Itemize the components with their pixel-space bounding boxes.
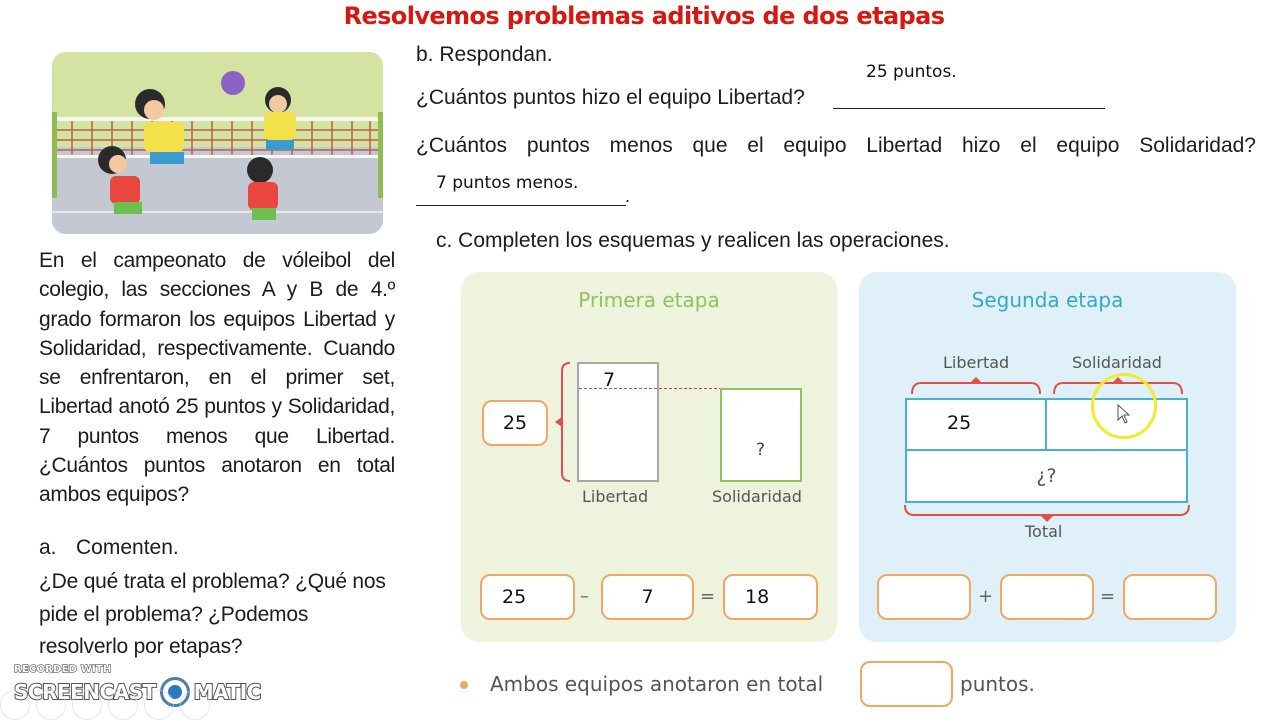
primera-eq-b[interactable]: 7 [601, 574, 694, 620]
mouse-cursor-icon [1117, 404, 1131, 424]
solidaridad-bar [720, 388, 802, 482]
segunda-label-solidaridad: Solidaridad [1072, 353, 1162, 372]
presentation-controls [0, 690, 210, 720]
segunda-total-mark: ¿? [1036, 465, 1057, 487]
volleyball-illustration [52, 52, 383, 234]
question-1: ¿Cuántos puntos hizo el equipo Libertad? [416, 86, 805, 109]
libertad-bar [577, 362, 659, 482]
section-a-heading [39, 536, 179, 560]
pen-icon[interactable] [72, 690, 102, 720]
next-slide-icon[interactable] [36, 690, 66, 720]
section-b-heading: b. Respondan. [416, 43, 553, 66]
segunda-cell-libertad[interactable] [905, 398, 1047, 451]
primera-bracket-icon [552, 361, 572, 483]
section-a-questions: ¿De qué trata el problema? ¿Qué nos pide el problema? ¿Podemos resolverlo por etapas? [39, 570, 386, 658]
answer-2-line [416, 190, 626, 206]
answer-1-line [833, 91, 1105, 109]
answer-2[interactable]: 7 puntos menos. [436, 173, 579, 193]
segunda-cell-libertad-value: 25 [947, 412, 972, 434]
primera-eq-result[interactable]: 18 [723, 574, 818, 620]
primera-label-solidaridad: Solidaridad [712, 487, 802, 506]
segunda-label-libertad: Libertad [943, 353, 1010, 372]
answer-1[interactable]: 25 puntos. [866, 62, 957, 82]
section-a-letter: a. [39, 536, 57, 559]
answer-2-period: . [625, 186, 631, 206]
primera-etapa-title: Primera etapa [578, 288, 720, 312]
segunda-eq-result[interactable] [1123, 574, 1217, 620]
primera-eq-a[interactable]: 25 [480, 574, 575, 620]
section-c-heading: c. Completen los esquemas y realicen las operaciones. [436, 229, 950, 252]
section-a-label: Comenten. [76, 536, 179, 559]
segunda-label-total: Total [1025, 522, 1063, 541]
segunda-eq-equals: = [1100, 586, 1116, 607]
segunda-eq-plus: + [978, 586, 994, 607]
difference-label: 7 [603, 369, 616, 391]
watermark-small: RECORDED WITH [14, 664, 112, 675]
prev-slide-icon[interactable] [0, 690, 30, 720]
more-icon[interactable] [180, 690, 210, 720]
problem-statement: En el campeonato de vóleibol del colegio, las secciones A y B de 4.º grado formaron los equipos Libertad y Solidaridad, respectivamente. Cuando se enfrentaron, en el primer set, Libertad anotó 25 puntos y Solidaridad, 7 puntos menos que Libertad. ¿Cuántos puntos anotaron en total ambos equipos? [39, 249, 395, 507]
conclusion-answer-box[interactable] [860, 661, 953, 707]
segunda-eq-a[interactable] [877, 574, 971, 620]
segunda-cell-total[interactable] [905, 449, 1188, 503]
slides-icon[interactable] [108, 690, 138, 720]
zoom-icon[interactable] [144, 690, 174, 720]
primera-eq-minus: – [580, 586, 589, 607]
watermark-right: MATIC [193, 680, 261, 704]
segunda-eq-b[interactable] [1000, 574, 1094, 620]
question-2: ¿Cuántos puntos menos que el equipo Libertad hizo el equipo Solidaridad? [416, 134, 1256, 157]
primera-eq-equals: = [700, 586, 716, 607]
conclusion-after: puntos. [960, 672, 1035, 696]
bullet-icon [460, 681, 468, 689]
segunda-etapa-title: Segunda etapa [971, 288, 1124, 312]
difference-dashed-line [579, 388, 722, 389]
conclusion-before: Ambos equipos anotaron en total [490, 672, 824, 696]
primera-label-libertad: Libertad [582, 487, 649, 506]
segunda-bottom-bracket-icon [903, 503, 1191, 523]
watermark-left: SCREENCAST [14, 680, 156, 704]
primera-total-box[interactable]: 25 [482, 400, 548, 446]
unknown-mark: ? [756, 440, 766, 460]
page-title: Resolvemos problemas aditivos de dos etapas [343, 2, 945, 30]
